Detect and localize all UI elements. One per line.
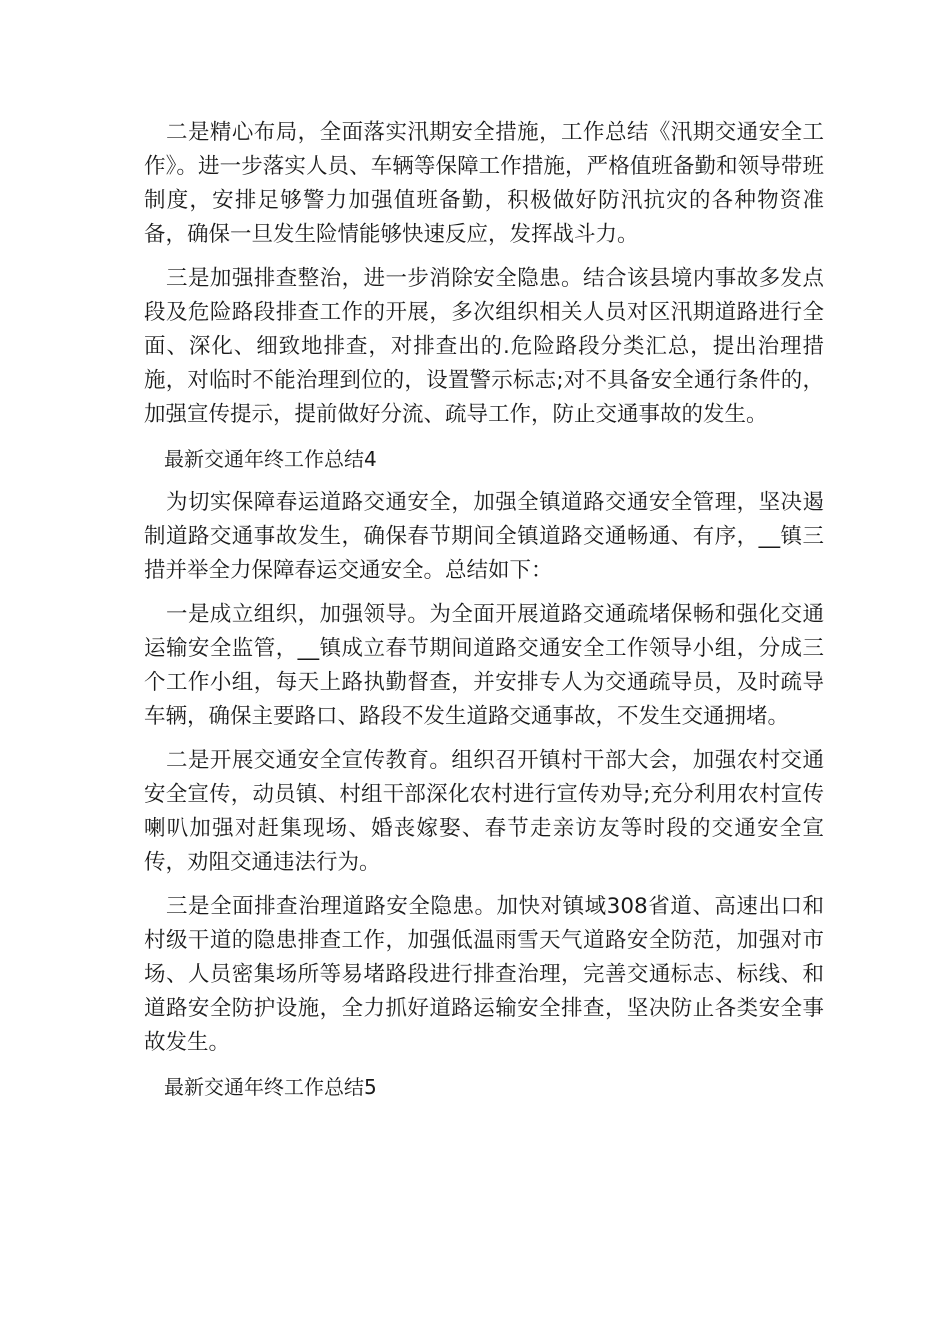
section-heading-5: 最新交通年终工作总结5 <box>164 1075 377 1099</box>
paragraph-organization-leadership: 一是成立组织，加强领导。为全面开展道路交通疏堵保畅和强化交通运输安全监管，__镇成立春节期间道路交通安全工作领导小组，分成三个工作小组，每天上路执勤督查，并安排专人为交通疏导员，及时疏导车辆，确保主要路口、路段不发生道路交通事故，不发生交通拥堵。 <box>144 602 824 729</box>
paragraph-inspection-rectification: 三是加强排查整治，进一步消除安全隐患。结合该县境内事故多发点段及危险路段排查工作的开展，多次组织相关人员对区汛期道路进行全面、深化、细致地排查，对排查出的.危险路段分类汇总，提出治理措施，对临时不能治理到位的，设置警示标志;对不具备安全通行条件的，加强宣传提示，提前做好分流、疏导工作，防止交通事故的发生。 <box>144 266 824 427</box>
section-heading-4: 最新交通年终工作总结4 <box>164 447 377 471</box>
paragraph-flood-layout: 二是精心布局，全面落实汛期安全措施，工作总结《汛期交通安全工作》。进一步落实人员、车辆等保障工作措施，严格值班备勤和领导带班制度，安排足够警力加强值班备勤，积极做好防汛抗灾的各种物资准备，确保一旦发生险情能够快速反应，发挥战斗力。 <box>144 120 824 247</box>
paragraph-spring-transport-intro: 为切实保障春运道路交通安全，加强全镇道路交通安全管理，坚决遏制道路交通事故发生，确保春节期间全镇道路交通畅通、有序，__镇三措并举全力保障春运交通安全。总结如下： <box>144 490 824 583</box>
document-body <box>144 116 824 1114</box>
paragraph-hazard-inspection: 三是全面排查治理道路安全隐患。加快对镇域308省道、高速出口和村级干道的隐患排查工作，加强低温雨雪天气道路安全防范，加强对市场、人员密集场所等易堵路段进行排查治理，完善交通标志、标线、和道路安全防护设施，全力抓好道路运输安全排查，坚决防止各类安全事故发生。 <box>144 894 824 1055</box>
paragraph-safety-education: 二是开展交通安全宣传教育。组织召开镇村干部大会，加强农村交通安全宣传，动员镇、村组干部深化农村进行宣传劝导;充分利用农村宣传喇叭加强对赶集现场、婚丧嫁娶、春节走亲访友等时段的交通安全宣传，劝阻交通违法行为。 <box>144 748 824 875</box>
